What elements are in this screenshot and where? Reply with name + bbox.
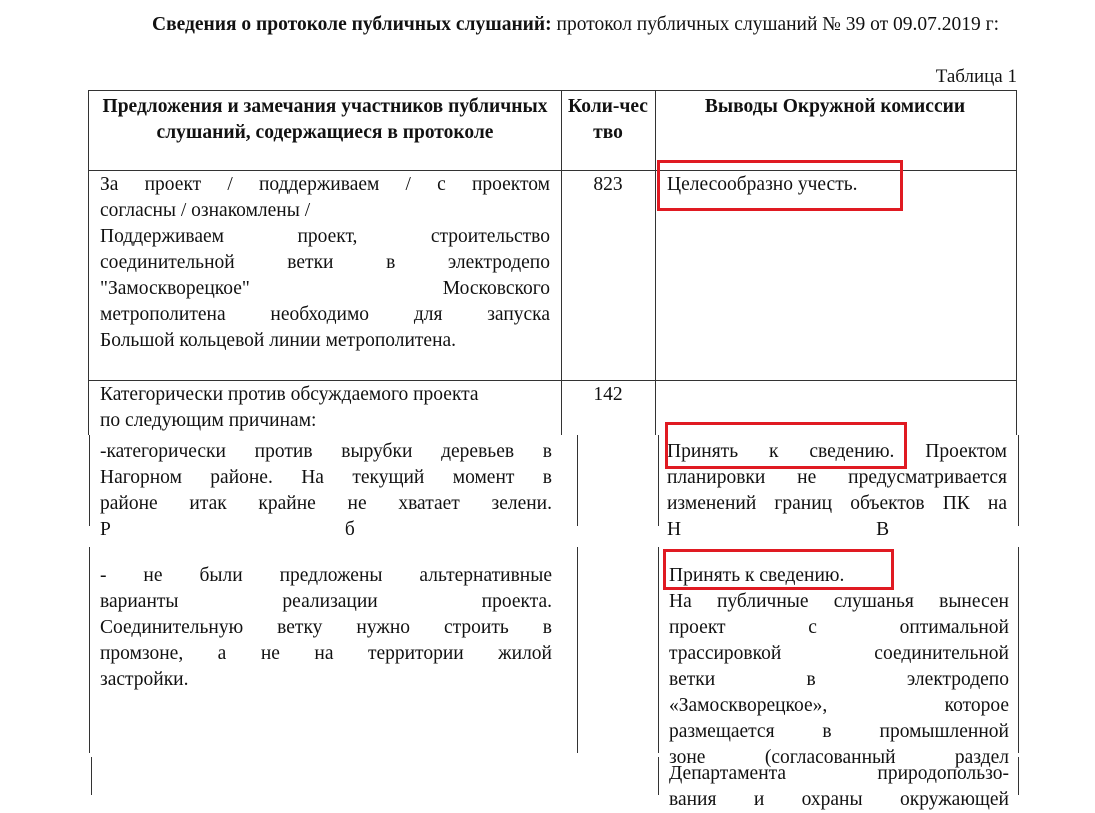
fragment-rule	[1018, 757, 1019, 795]
objection-1-line: районе итак крайне не хватает зелени.	[100, 493, 552, 514]
conclusion-line: ветки в электродепо	[669, 669, 1009, 690]
row1-line: Поддерживаем проект, строительство	[100, 226, 550, 247]
objection-1-text	[100, 439, 552, 543]
row1-line: метрополитена необходимо для запуска	[100, 304, 550, 325]
row1-count: 823	[593, 174, 623, 195]
fragment-objection-1	[0, 435, 1095, 540]
row1-line: "Замоскворецкое" Московского	[100, 278, 550, 299]
highlight-box	[657, 160, 903, 211]
objection-1-line: Нагорном районе. На текущий момент в	[100, 467, 552, 488]
row1-conclusion: Целесообразно учесть.	[667, 174, 858, 195]
table-right-rule	[1016, 90, 1017, 435]
conclusion-line: трассировкой соединительной	[669, 643, 1009, 664]
fragment-rule	[1018, 547, 1019, 753]
row1-line: За проект / поддерживаем / с проектом	[100, 174, 550, 195]
row2-line: по следующим причинам:	[100, 410, 317, 431]
continuation-text	[669, 761, 1009, 813]
fragment-rule	[658, 547, 659, 753]
row1-bottom-rule	[88, 380, 1017, 381]
objection-1-line: -категорически против вырубки деревьев в	[100, 441, 552, 462]
row2-line: Категорически против обсуждаемого проекта	[100, 384, 479, 405]
objection-2-line: - не были предложены альтернативные	[100, 565, 552, 586]
row1-line: Большой кольцевой линии метрополитена.	[100, 330, 457, 351]
objection-2-line: промзоне, а не на территории жилой	[100, 643, 552, 664]
objection-1-line: Р б	[100, 519, 355, 540]
fragment-rule	[1018, 435, 1019, 526]
conclusion-line: проект с оптимальной	[669, 617, 1009, 638]
header-proposals: Предложения и замечания участников публичных слушаний, содержащиеся в протоколе	[102, 96, 548, 143]
objection-2-conclusion	[669, 563, 1009, 771]
conclusion-line: изменений границ объектов ПК на	[667, 493, 1007, 514]
highlight-box	[663, 549, 894, 590]
fragment-rule	[577, 435, 578, 526]
objection-2-line: Соединительную ветку нужно строить в	[100, 617, 552, 638]
header-conclusions: Выводы Окружной комиссии	[704, 96, 966, 117]
conclusion-line: Департамента природопользо-	[669, 763, 1009, 784]
fragment-continuation	[0, 757, 1095, 810]
conclusion-line: планировки не предусматривается	[667, 467, 1007, 488]
row1-line: согласны / ознакомлены /	[100, 200, 311, 221]
fragment-rule	[658, 757, 659, 795]
table-left-rule	[88, 90, 89, 435]
col3-left-rule	[655, 90, 656, 435]
conclusion-line: На публичные слушанья вынесен	[669, 591, 1009, 612]
fragment-rule	[577, 547, 578, 753]
table-label: Таблица 1	[935, 66, 1017, 87]
conclusion-line: зоне (согласованный раздел	[669, 747, 1009, 768]
heading-bold: Сведения о протоколе публичных слушаний:	[152, 14, 552, 35]
conclusion-line: вания и охраны окружающей	[669, 789, 1009, 810]
fragment-rule	[91, 757, 92, 795]
row1-line: соединительной ветки в электродепо	[100, 252, 550, 273]
table-top-rule	[88, 90, 1017, 91]
highlight-box	[665, 422, 907, 469]
header-count: Коли-чество	[568, 96, 648, 143]
row2-count: 142	[593, 384, 623, 405]
conclusion-line: Н В	[667, 519, 890, 540]
objection-2-text	[100, 563, 552, 693]
conclusion-rest-text: Проектом	[894, 441, 1007, 462]
row2-proposal	[100, 382, 550, 434]
heading-rest: протокол публичных слушаний № 39 от 09.07.2019 г:	[551, 14, 1000, 35]
conclusion-highlight-text: Принять к сведению.	[667, 441, 895, 462]
objection-2-line: застройки.	[100, 669, 189, 690]
objection-2-line: варианты реализации проекта.	[100, 591, 552, 612]
conclusion-line: размещается в промышленной	[669, 721, 1009, 742]
fragment-objection-2	[0, 547, 1095, 768]
document-heading	[100, 12, 1060, 37]
row1-proposal	[100, 172, 550, 354]
conclusion-highlight-text: Принять к сведению.	[669, 565, 845, 586]
fragment-rule	[658, 435, 659, 526]
fragment-rule	[89, 435, 90, 526]
conclusion-line: «Замоскворецкое», которое	[669, 695, 1009, 716]
fragment-rule	[89, 547, 90, 753]
